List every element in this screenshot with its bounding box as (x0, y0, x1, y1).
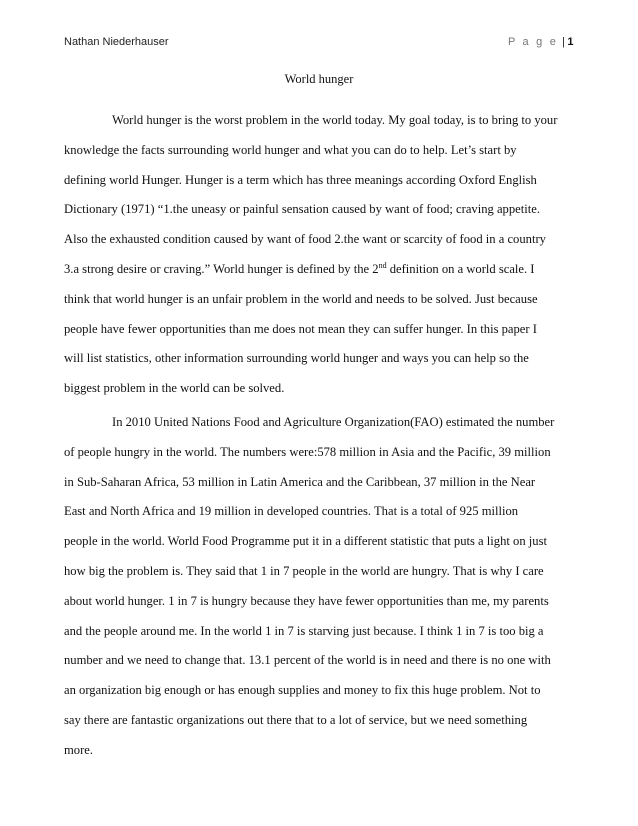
paragraph-2-line: of people hungry in the world. The numbers were:578 million in Asia and the Pacific, 39 million (64, 444, 551, 459)
paragraph-1-line: defining world Hunger. Hunger is a term which has three meanings according Oxford English (64, 172, 537, 187)
paragraph-1-line-with-superscript (64, 260, 574, 290)
paragraph-2-line: about world hunger. 1 in 7 is hungry because they have fewer opportunities than me, my parents (64, 593, 549, 608)
paragraph-1-line: will list statistics, other information surrounding world hunger and ways you can help so the (64, 351, 529, 366)
paragraph-1-line: biggest problem in the world can be solved. (64, 381, 285, 396)
paragraph-2-line: East and North Africa and 19 million in developed countries. That is a total of 925 million (64, 504, 519, 519)
paragraph-1-line: Also the exhausted condition caused by want of food 2.the want or scarcity of food in a country (64, 232, 546, 247)
ordinal-superscript: nd (378, 260, 387, 270)
line-text-after-sup: definition on a world scale. I (386, 261, 535, 276)
paragraph-2-line: in Sub-Saharan Africa, 53 million in Latin America and the Caribbean, 37 million in the Near (64, 474, 536, 489)
paragraph-1 (64, 111, 574, 409)
paragraph-2-line: and the people around me. In the world 1 in 7 is starving just because. I think 1 in 7 is too big a (64, 623, 544, 638)
page-header (64, 36, 574, 54)
paragraph-2-line: people in the world. World Food Programme put it in a different statistic that puts a light on just (64, 534, 547, 549)
header-page-number-value: 1 (567, 36, 574, 48)
paragraph-1-line: World hunger is the worst problem in the world today. My goal today, is to bring to your (112, 113, 558, 127)
paragraph-1-line: Dictionary (1971) “1.the uneasy or painful sensation caused by want of food; craving appetite. (64, 202, 540, 217)
paragraph-2-line: how big the problem is. They said that 1 in 7 people in the world are hungry. That is why I care (64, 563, 544, 578)
paragraph-2-line: an organization big enough or has enough supplies and money to fix this huge problem. Not to (64, 683, 541, 698)
header-separator: | (562, 36, 566, 48)
paragraph-2 (64, 413, 574, 771)
document-title: World hunger (284, 72, 354, 86)
paragraph-2-line: say there are fantastic organizations out there that to a lot of service, but we need something (64, 712, 528, 727)
header-page-number (508, 36, 574, 48)
paragraph-1-line: think that world hunger is an unfair problem in the world and needs to be solved. Just because (64, 291, 538, 306)
line-text-before-sup: 3.a strong desire or craving.” World hunger is defined by the 2 (64, 261, 379, 276)
header-author: Nathan Niederhauser (64, 36, 169, 48)
paragraph-2-line: In 2010 United Nations Food and Agriculture Organization(FAO) estimated the number (112, 415, 555, 429)
paragraph-1-line: people have fewer opportunities than me does not mean they can suffer hunger. In this paper I (64, 321, 537, 336)
paragraph-2-line: number and we need to change that. 13.1 percent of the world is in need and there is no one with (64, 653, 551, 668)
paragraph-2-line: more. (64, 742, 94, 757)
paragraph-1-line: knowledge the facts surrounding world hunger and what you can do to help. Let’s start by (64, 142, 517, 157)
header-page-label: P a g e (507, 36, 559, 48)
